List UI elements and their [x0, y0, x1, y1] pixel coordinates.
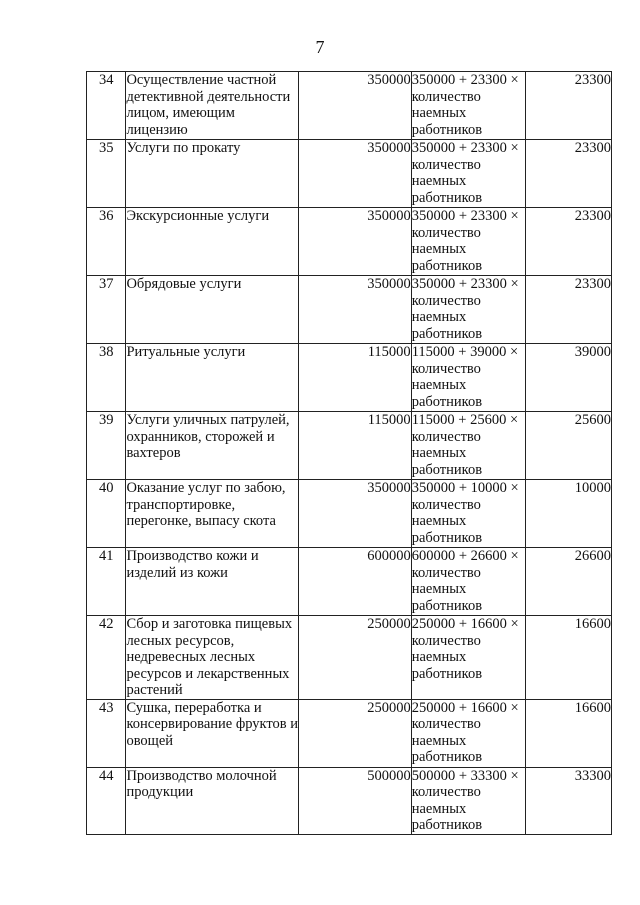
activity-name: Оказание услуг по забою, транспортировке, перегонке, выпасу скота: [126, 480, 286, 529]
activity-name-cell: [126, 140, 299, 208]
formula-cell: [411, 548, 525, 616]
activity-name: Услуги по прокату: [126, 140, 241, 156]
formula-line: наемных: [411, 105, 467, 121]
table-row: [87, 480, 612, 548]
base-amount: 350000: [299, 208, 411, 276]
table-row: [87, 276, 612, 344]
formula-line: работников: [411, 817, 483, 833]
activity-name-cell: [126, 548, 299, 616]
per-employee-amount: 23300: [525, 72, 611, 140]
formula-line: количество: [411, 632, 481, 649]
page-number: 7: [315, 37, 325, 57]
row-number: 38: [87, 344, 126, 412]
table-row: [87, 699, 612, 767]
formula-cell: [411, 72, 525, 140]
formula-line: количество: [411, 88, 481, 105]
row-number: 42: [87, 616, 126, 700]
formula-line: наемных: [411, 800, 467, 817]
base-amount: 600000: [299, 548, 411, 616]
row-number: 40: [87, 480, 126, 548]
base-amount: 350000: [299, 140, 411, 208]
formula-line: количество: [411, 784, 481, 800]
formula-line: 115000 + 25600 ×: [411, 412, 519, 428]
activity-name: Экскурсионные услуги: [126, 208, 270, 224]
activity-name: Сбор и заготовка пищевых лесных ресурсов, недревесных лесных ресурсов и лекарственных растений: [126, 616, 293, 698]
activity-name: Осуществление частной детективной деятельности лицом, имеющим лицензию: [126, 72, 291, 138]
formula-line: 350000 + 23300 ×: [411, 276, 519, 292]
formula-line: 350000 + 10000 ×: [411, 480, 519, 496]
per-employee-amount: 26600: [525, 548, 611, 616]
formula-cell: [411, 276, 525, 344]
activity-name-cell: [126, 767, 299, 834]
activity-name: Ритуальные услуги: [126, 344, 246, 360]
table-row: [87, 72, 612, 140]
services-table: [86, 71, 612, 835]
activity-name-cell: [126, 699, 299, 767]
table-row: [87, 140, 612, 208]
base-amount: 115000: [299, 344, 411, 412]
formula-line: 250000 + 16600 ×: [411, 699, 519, 716]
activity-name-cell: [126, 72, 299, 140]
row-number: 36: [87, 208, 126, 276]
formula-line: работников: [411, 529, 483, 546]
formula-cell: [411, 699, 525, 767]
per-employee-amount: 39000: [525, 344, 611, 412]
formula-line: работников: [411, 121, 483, 138]
formula-cell: [411, 208, 525, 276]
formula-line: работников: [411, 325, 483, 342]
formula-line: количество: [411, 716, 481, 732]
table-row: [87, 767, 612, 834]
formula-line: наемных: [411, 649, 467, 665]
formula-line: количество: [411, 360, 481, 377]
activity-name: Сушка, переработка и консервирование фруктов и овощей: [126, 699, 299, 749]
row-number: 37: [87, 276, 126, 344]
activity-name-cell: [126, 616, 299, 700]
formula-line: работников: [411, 257, 483, 274]
row-number: 43: [87, 699, 126, 767]
activity-name: Производство молочной продукции: [126, 767, 277, 800]
formula-line: 350000 + 23300 ×: [411, 140, 519, 156]
formula-line: количество: [411, 224, 481, 241]
formula-line: работников: [411, 461, 483, 478]
formula-line: наемных: [411, 445, 467, 461]
activity-name-cell: [126, 208, 299, 276]
formula-cell: [411, 344, 525, 412]
activity-name-cell: [126, 412, 299, 480]
formula-line: наемных: [411, 241, 467, 257]
formula-line: 350000 + 23300 ×: [411, 208, 519, 224]
formula-cell: [411, 767, 525, 834]
base-amount: 350000: [299, 72, 411, 140]
base-amount: 500000: [299, 767, 411, 834]
formula-line: наемных: [411, 732, 467, 749]
row-number: 39: [87, 412, 126, 480]
formula-cell: [411, 616, 525, 700]
per-employee-amount: 23300: [525, 140, 611, 208]
formula-cell: [411, 412, 525, 480]
activity-name: Обрядовые услуги: [126, 276, 242, 292]
formula-line: наемных: [411, 581, 467, 597]
formula-line: количество: [411, 292, 481, 309]
formula-line: количество: [411, 428, 481, 445]
formula-line: наемных: [411, 377, 467, 393]
formula-cell: [411, 140, 525, 208]
formula-line: наемных: [411, 513, 467, 529]
base-amount: 350000: [299, 276, 411, 344]
row-number: 41: [87, 548, 126, 616]
per-employee-amount: 33300: [525, 767, 611, 834]
row-number: 34: [87, 72, 126, 140]
per-employee-amount: 16600: [525, 699, 611, 767]
formula-line: работников: [411, 189, 483, 206]
formula-line: работников: [411, 393, 483, 410]
formula-line: наемных: [411, 309, 467, 325]
base-amount: 250000: [299, 616, 411, 700]
formula-line: работников: [411, 749, 483, 765]
base-amount: 250000: [299, 699, 411, 767]
table-row: [87, 548, 612, 616]
formula-line: работников: [411, 597, 483, 614]
formula-line: количество: [411, 564, 481, 581]
activity-name: Услуги уличных патрулей, охранников, сторожей и вахтеров: [126, 412, 290, 461]
formula-line: количество: [411, 156, 481, 173]
activity-name-cell: [126, 276, 299, 344]
formula-line: 115000 + 39000 ×: [411, 344, 519, 360]
per-employee-amount: 23300: [525, 208, 611, 276]
activity-name-cell: [126, 480, 299, 548]
formula-line: работников: [411, 665, 483, 682]
base-amount: 350000: [299, 480, 411, 548]
activity-name: Производство кожи и изделий из кожи: [126, 548, 259, 581]
formula-line: 500000 + 33300 ×: [411, 767, 519, 784]
table-body: [87, 72, 612, 835]
formula-line: 600000 + 26600 ×: [411, 548, 519, 564]
table-row: [87, 344, 612, 412]
per-employee-amount: 23300: [525, 276, 611, 344]
activity-name-cell: [126, 344, 299, 412]
formula-line: 350000 + 23300 ×: [411, 72, 519, 88]
formula-line: 250000 + 16600 ×: [411, 616, 519, 632]
formula-cell: [411, 480, 525, 548]
row-number: 44: [87, 767, 126, 834]
formula-line: количество: [411, 496, 481, 513]
per-employee-amount: 10000: [525, 480, 611, 548]
formula-line: наемных: [411, 173, 467, 189]
table-row: [87, 412, 612, 480]
table-row: [87, 616, 612, 700]
per-employee-amount: 25600: [525, 412, 611, 480]
per-employee-amount: 16600: [525, 616, 611, 700]
base-amount: 115000: [299, 412, 411, 480]
row-number: 35: [87, 140, 126, 208]
table-row: [87, 208, 612, 276]
